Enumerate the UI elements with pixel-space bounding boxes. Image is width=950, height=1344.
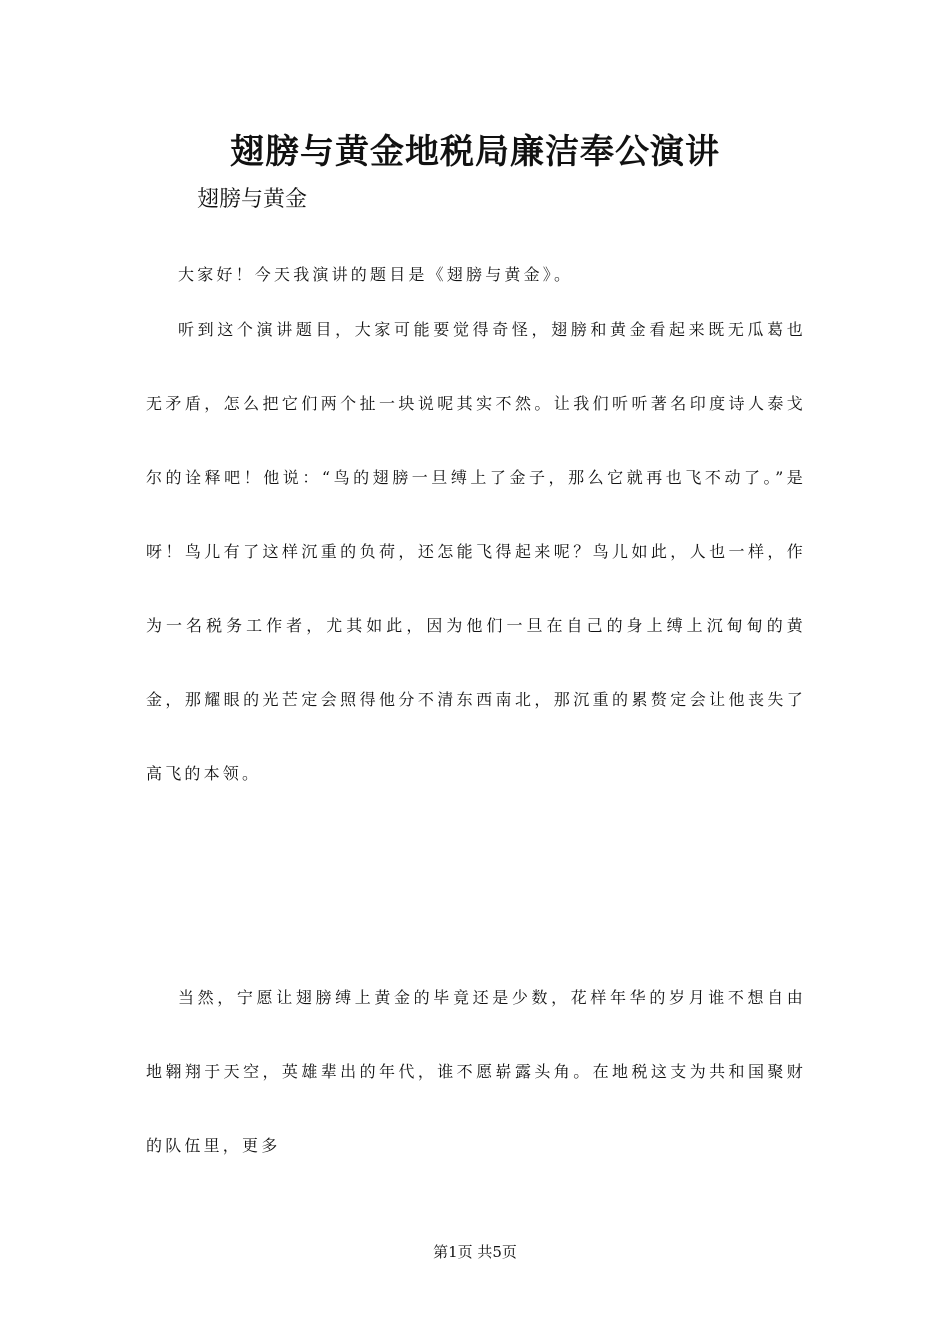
paragraph-greeting: 大家好！今天我演讲的题目是《翅膀与黄金》。 <box>178 265 574 284</box>
document-subtitle: 翅膀与黄金 <box>197 187 308 212</box>
paragraph-youth: 当然，宁愿让翅膀缚上黄金的毕竟还是少数，花样年华的岁月谁不想自由地翱翔于天空，英雄辈出的年代，谁不愿崭露头角。在地税这支为共和国聚财的队伍里，更多 <box>146 988 806 1155</box>
page-number-footer: 第1页 共5页 <box>433 1243 517 1261</box>
paragraph-tagore: 听到这个演讲题目，大家可能要觉得奇怪，翅膀和黄金看起来既无瓜葛也无矛盾，怎么把它们两个扯一块说呢其实不然。让我们听听著名印度诗人泰戈尔的诠释吧！他说：“鸟的翅膀一旦缚上了金子，那么它就再也飞不动了。”是呀！鸟儿有了这样沉重的负荷，还怎能飞得起来呢？鸟儿如此，人也一样，作为一名税务工作者，尤其如此，因为他们一旦在自己的身上缚上沉甸甸的黄金，那耀眼的光芒定会照得他分不清东西南北，那沉重的累赘定会让他丧失了高飞的本领。 <box>146 320 806 783</box>
document-title: 翅膀与黄金地税局廉洁奉公演讲 <box>230 132 720 172</box>
